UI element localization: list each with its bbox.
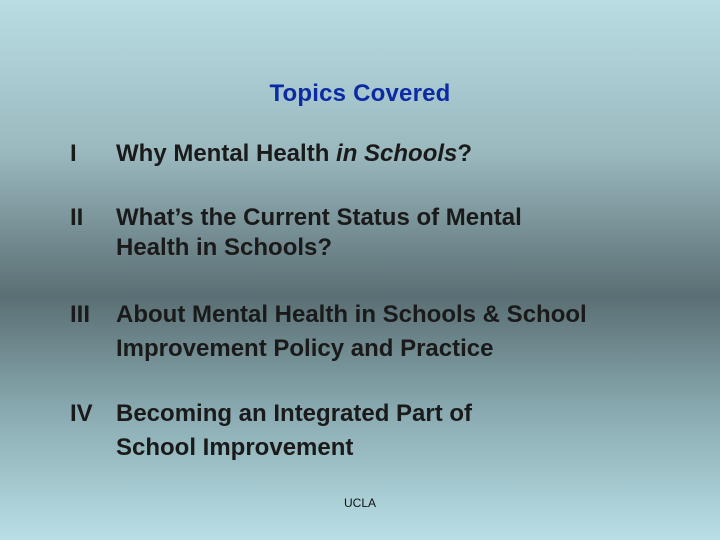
topic-text-plain: Why Mental Health	[116, 140, 337, 167]
slide-title: Topics Covered	[269, 80, 451, 107]
topic-text-line-2: Improvement Policy and Practice	[116, 335, 494, 362]
topic-text-line-2: School Improvement	[116, 434, 354, 461]
topic-numeral: IV	[70, 400, 93, 427]
footer-label: UCLA	[343, 496, 376, 510]
topic-text-end: ?	[457, 140, 473, 167]
topic-text-italic: in Schools	[336, 140, 458, 167]
topic-text-line-2: Health in Schools?	[116, 234, 333, 261]
topic-text-line-1: What’s the Current Status of Mental	[116, 204, 522, 231]
topic-numeral: II	[70, 204, 84, 231]
topic-text-line-1: About Mental Health in Schools & School	[116, 301, 587, 328]
topic-numeral: III	[70, 301, 91, 328]
topic-text	[116, 203, 706, 263]
topic-text	[116, 298, 706, 366]
topic-text	[116, 137, 706, 171]
topic-text	[116, 397, 706, 465]
topic-text-line-1: Becoming an Integrated Part of	[116, 400, 473, 427]
topic-numeral: I	[70, 140, 77, 167]
